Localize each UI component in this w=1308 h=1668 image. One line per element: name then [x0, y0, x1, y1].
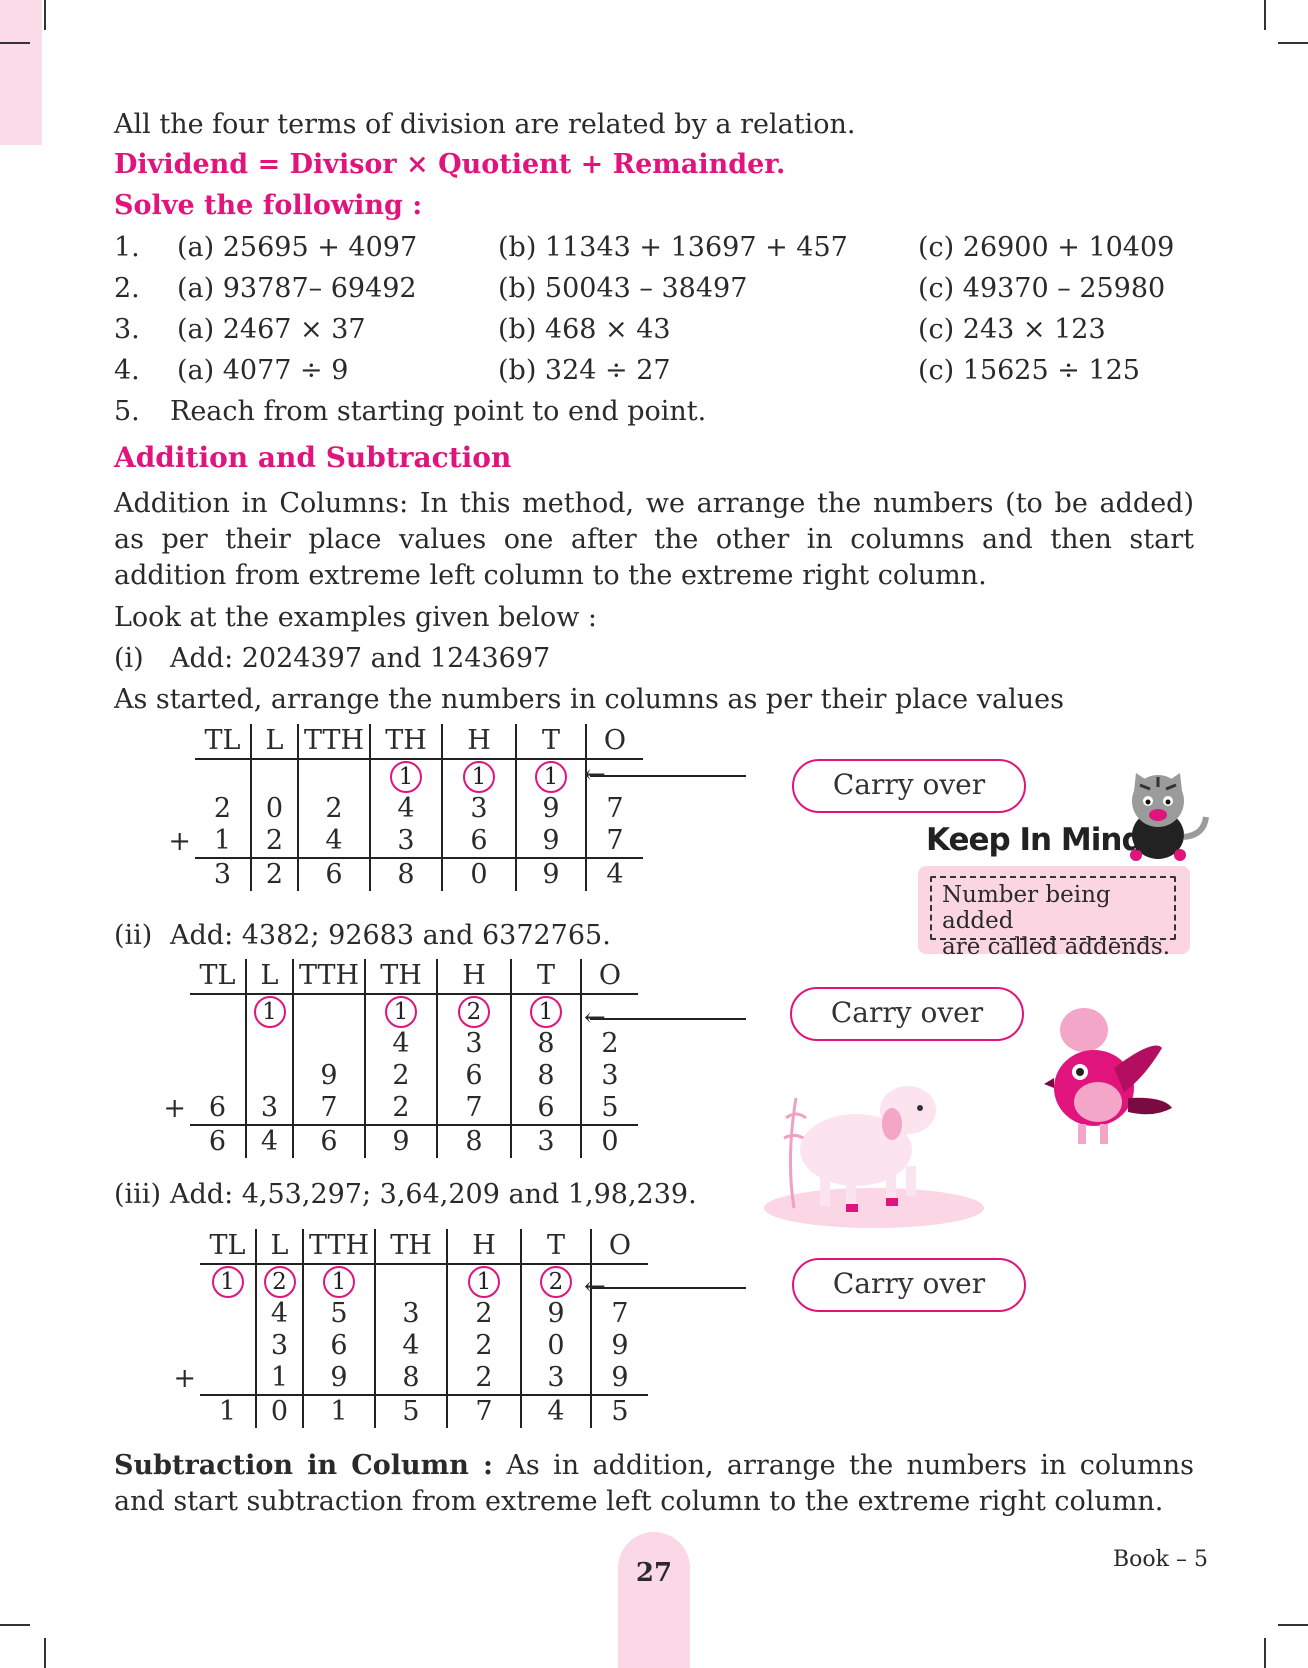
sum-digit: 5: [375, 1395, 447, 1428]
digit-cell: 9: [591, 1330, 648, 1362]
digit-cell: 2: [447, 1362, 521, 1395]
carry-cell: [511, 994, 581, 1028]
digit-cell: [246, 1028, 293, 1060]
carry-arrow-line: [590, 1018, 746, 1020]
carry-digit: 1: [535, 761, 567, 793]
solve-heading: Solve the following :: [114, 190, 423, 221]
plus-sign: [148, 1060, 190, 1092]
carry-cell: [375, 1264, 447, 1298]
arrow-left-icon: ←: [584, 760, 606, 790]
example-2-text: Add: 4382; 92683 and 6372765.: [170, 920, 611, 951]
digit-cell: [293, 1028, 365, 1060]
digit-cell: 3: [370, 825, 442, 858]
carry-cell: [437, 994, 511, 1028]
sum-digit: 6: [298, 858, 370, 891]
sum-digit: 9: [516, 858, 586, 891]
place-header: TL: [200, 1229, 256, 1264]
digit-cell: 4: [256, 1298, 303, 1330]
crop-mark: [44, 1638, 46, 1668]
digit-cell: [200, 1330, 256, 1362]
digit-cell: 2: [447, 1298, 521, 1330]
digit-cell: 3: [256, 1330, 303, 1362]
plus-sign: +: [163, 1092, 186, 1124]
place-header: TL: [190, 959, 246, 994]
digit-cell: 7: [437, 1092, 511, 1125]
place-header: O: [586, 724, 643, 759]
digit-cell: 3: [246, 1092, 293, 1125]
crop-mark: [1278, 1624, 1308, 1626]
carry-digit: 2: [540, 1266, 572, 1298]
digit-cell: 0: [251, 793, 298, 825]
sum-digit: 8: [370, 858, 442, 891]
place-header: TTH: [293, 959, 365, 994]
carry-digit: 1: [468, 1266, 500, 1298]
crop-mark: [0, 42, 30, 44]
sum-digit: 4: [521, 1395, 591, 1428]
example-3-label: (iii): [114, 1179, 161, 1210]
exercise-b: (b) 50043 – 38497: [498, 273, 748, 304]
exercise-c: (c) 15625 ÷ 125: [918, 355, 1140, 386]
digit-cell: 2: [213, 793, 232, 824]
plus-sign: [158, 1330, 200, 1362]
digit-cell: 9: [521, 1298, 591, 1330]
section-paragraph: Addition in Columns: In this method, we arrange the numbers (to be added) as per their place values one after the other in columns and then start addition from extreme left column to the extreme right column.: [114, 488, 1194, 591]
digit-cell: 2: [298, 793, 370, 825]
plus-sign: [158, 1298, 200, 1330]
subtraction-text: As in addition, arrange the numbers in columns and start subtraction from extreme left column to the extreme right column.: [114, 1450, 1194, 1517]
exercise-b: (b) 11343 + 13697 + 457: [498, 232, 848, 263]
sum-digit: 4: [246, 1125, 293, 1158]
exercise-c: (c) 49370 – 25980: [918, 273, 1166, 304]
digit-cell: 1: [256, 1362, 303, 1395]
digit-cell: 7: [293, 1092, 365, 1125]
division-formula: Dividend = Divisor × Quotient + Remainder.: [114, 149, 786, 180]
carry-over-cloud: Carry over: [790, 987, 1024, 1041]
carry-cell: [303, 1264, 375, 1298]
digit-cell: 9: [293, 1060, 365, 1092]
as-started-text: As started, arrange the numbers in columns as per their place values: [114, 684, 1064, 715]
sum-digit: 5: [591, 1395, 648, 1428]
digit-cell: [190, 1060, 246, 1092]
digit-cell: 3: [437, 1028, 511, 1060]
digit-cell: 1: [213, 825, 232, 856]
sum-digit: 1: [303, 1395, 375, 1428]
digit-cell: 6: [437, 1060, 511, 1092]
digit-cell: 9: [516, 793, 586, 825]
place-header: O: [591, 1229, 648, 1264]
carry-digit: 2: [264, 1266, 296, 1298]
sum-digit: 0: [256, 1395, 303, 1428]
exercise-number: 3.: [114, 314, 140, 345]
place-header: L: [246, 959, 293, 994]
digit-cell: 4: [365, 1028, 437, 1060]
digit-cell: 2: [581, 1028, 638, 1060]
digit-cell: 9: [303, 1362, 375, 1395]
place-header: TH: [365, 959, 437, 994]
sum-digit: 0: [581, 1125, 638, 1158]
digit-cell: 2: [365, 1092, 437, 1125]
plus-sign: [153, 793, 195, 825]
digit-cell: 9: [591, 1362, 648, 1395]
carry-cell: [256, 1264, 303, 1298]
exercise-number: 4.: [114, 355, 140, 386]
digit-cell: 3: [521, 1362, 591, 1395]
exercise-a: (a) 4077 ÷ 9: [177, 355, 349, 386]
carry-arrow-line: [590, 1287, 746, 1289]
sum-digit: 3: [195, 858, 251, 891]
sum-digit: 6: [190, 1125, 246, 1158]
digit-cell: 8: [375, 1362, 447, 1395]
carry-cell: [251, 759, 298, 793]
digit-cell: 3: [581, 1060, 638, 1092]
digit-cell: 8: [511, 1060, 581, 1092]
example-1-label: (i): [114, 643, 144, 674]
place-header: L: [251, 724, 298, 759]
digit-cell: 0: [521, 1330, 591, 1362]
addition-table-2: [148, 959, 638, 1158]
place-header: TL: [195, 724, 251, 759]
subtraction-paragraph: [114, 1448, 1194, 1520]
digit-cell: 2: [365, 1060, 437, 1092]
carry-digit: 1: [390, 761, 422, 793]
arrow-left-icon: ←: [584, 1272, 606, 1302]
carry-cell: [195, 759, 251, 793]
digit-cell: 7: [586, 793, 643, 825]
carry-over-cloud: Carry over: [792, 1258, 1026, 1312]
example-3-text: Add: 4,53,297; 3,64,209 and 1,98,239.: [170, 1179, 697, 1210]
exercise-a: (a) 93787– 69492: [177, 273, 417, 304]
section-heading: Addition and Subtraction: [114, 441, 512, 474]
carry-cell: [190, 994, 246, 1028]
digit-cell: 4: [375, 1330, 447, 1362]
carry-arrow-line: [590, 775, 746, 777]
digit-cell: 6: [511, 1092, 581, 1125]
digit-cell: [190, 1028, 246, 1060]
carry-cell: [447, 1264, 521, 1298]
carry-cell: [442, 759, 516, 793]
digit-cell: 2: [447, 1330, 521, 1362]
note-line-1: Number being added: [942, 882, 1111, 934]
digit-cell: 5: [303, 1298, 375, 1330]
digit-cell: 3: [375, 1298, 447, 1330]
carry-cell: [365, 994, 437, 1028]
example-2-label: (ii): [114, 920, 153, 951]
digit-cell: 4: [370, 793, 442, 825]
exercise-a: (a) 25695 + 4097: [177, 232, 418, 263]
crop-mark: [1264, 0, 1266, 30]
exercise-a: (a) 2467 × 37: [177, 314, 366, 345]
place-header: H: [442, 724, 516, 759]
digit-cell: 4: [298, 825, 370, 858]
exercise-text: Reach from starting point to end point.: [170, 396, 707, 427]
lamb-illustration-icon: [756, 1058, 986, 1230]
bird-illustration-icon: [1044, 1008, 1174, 1158]
digit-cell: 7: [586, 825, 643, 858]
keep-in-mind-box: [918, 866, 1190, 960]
place-header: T: [511, 959, 581, 994]
digit-cell: 2: [251, 825, 298, 858]
place-header: TH: [370, 724, 442, 759]
example-1-text: Add: 2024397 and 1243697: [170, 643, 551, 674]
carry-cell: [370, 759, 442, 793]
plus-sign: +: [173, 1362, 196, 1394]
place-header: TTH: [303, 1229, 375, 1264]
exercise-b: (b) 468 × 43: [498, 314, 671, 345]
place-header: TTH: [298, 724, 370, 759]
sum-digit: 6: [293, 1125, 365, 1158]
page-edge-strip: [0, 0, 42, 145]
carry-digit: 1: [385, 996, 417, 1028]
sum-digit: 8: [437, 1125, 511, 1158]
sum-digit: 1: [200, 1395, 256, 1428]
crop-mark: [1278, 42, 1308, 44]
place-header: L: [256, 1229, 303, 1264]
carry-cell: [246, 994, 293, 1028]
subtraction-label: Subtraction in Column :: [114, 1450, 494, 1481]
exercise-number: 1.: [114, 232, 140, 263]
note-line-2: are called addends.: [942, 934, 1171, 960]
digit-cell: 3: [442, 793, 516, 825]
carry-cell: [298, 759, 370, 793]
place-header: H: [447, 1229, 521, 1264]
exercise-b: (b) 324 ÷ 27: [498, 355, 671, 386]
place-header: T: [516, 724, 586, 759]
page-number: 27: [618, 1532, 690, 1668]
carry-digit: 2: [458, 996, 490, 1028]
plus-sign: [148, 1028, 190, 1060]
carry-digit: 1: [323, 1266, 355, 1298]
look-text: Look at the examples given below :: [114, 602, 598, 633]
crop-mark: [0, 1624, 30, 1626]
place-header: TH: [375, 1229, 447, 1264]
place-header: O: [581, 959, 638, 994]
sum-digit: 4: [586, 858, 643, 891]
exercise-c: (c) 26900 + 10409: [918, 232, 1175, 263]
digit-cell: [200, 1362, 256, 1395]
carry-cell: [200, 1264, 256, 1298]
crop-mark: [1264, 1638, 1266, 1668]
sum-digit: 0: [442, 858, 516, 891]
digit-cell: 6: [208, 1092, 227, 1123]
digit-cell: 7: [591, 1298, 648, 1330]
sum-digit: 9: [365, 1125, 437, 1158]
exercise-c: (c) 243 × 123: [918, 314, 1106, 345]
arrow-left-icon: ←: [584, 1003, 606, 1033]
addition-table-3: [158, 1229, 648, 1428]
keep-in-mind-title: Keep In Mind: [926, 822, 1143, 858]
digit-cell: 6: [303, 1330, 375, 1362]
digit-cell: 8: [511, 1028, 581, 1060]
digit-cell: [200, 1298, 256, 1330]
sum-digit: 3: [511, 1125, 581, 1158]
place-header: H: [437, 959, 511, 994]
sum-digit: 2: [251, 858, 298, 891]
book-label: Book – 5: [1113, 1547, 1208, 1572]
digit-cell: 9: [516, 825, 586, 858]
sum-digit: 7: [447, 1395, 521, 1428]
relation-text: All the four terms of division are related by a relation.: [114, 109, 856, 140]
plus-sign: +: [168, 825, 191, 857]
digit-cell: [246, 1060, 293, 1092]
carry-cell: [293, 994, 365, 1028]
carry-cell: [516, 759, 586, 793]
carry-digit: 1: [530, 996, 562, 1028]
carry-digit: 1: [212, 1266, 244, 1298]
exercise-number: 5.: [114, 396, 140, 427]
digit-cell: 6: [442, 825, 516, 858]
addition-table-1: [153, 724, 643, 891]
carry-digit: 1: [254, 996, 286, 1028]
carry-cell: [521, 1264, 591, 1298]
exercise-number: 2.: [114, 273, 140, 304]
place-header: T: [521, 1229, 591, 1264]
crop-mark: [44, 0, 46, 30]
carry-digit: 1: [463, 761, 495, 793]
digit-cell: 5: [581, 1092, 638, 1125]
keep-in-mind-note: [930, 876, 1176, 960]
carry-over-cloud: Carry over: [792, 759, 1026, 813]
